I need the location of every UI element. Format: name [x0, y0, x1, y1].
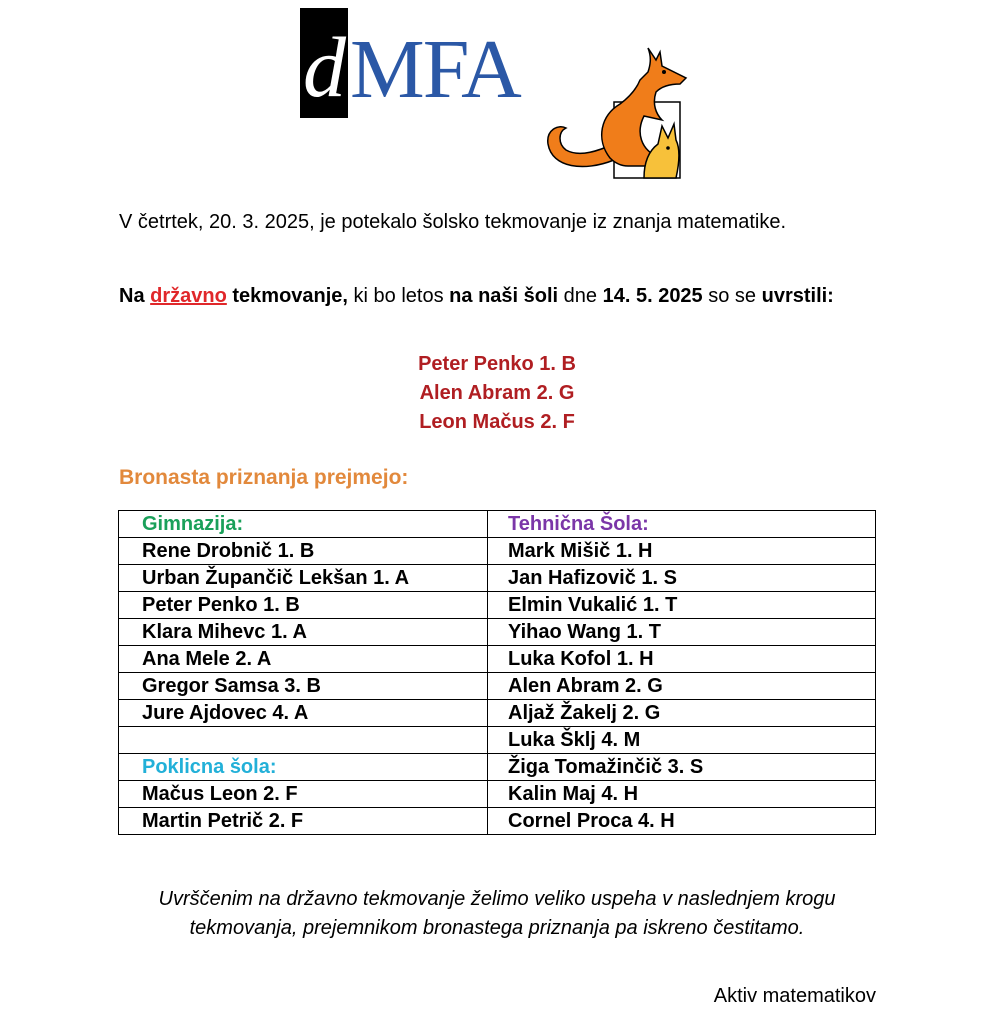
closing-message: Uvrščenim na državno tekmovanje želimo veliko uspeha v naslednjem krogu tekmovanja, prejemnikom bronastega priznanja pa iskreno čestitamo.: [158, 888, 836, 939]
intro-paragraph: V četrtek, 20. 3. 2025, je potekalo šolsko tekmovanje iz znanja matematike.: [119, 211, 787, 233]
table-cell: Mačus Leon 2. F: [119, 781, 488, 808]
state-notice-paragraph: [119, 282, 876, 310]
table-row: [119, 727, 876, 754]
notice-tekmovanje: tekmovanje,: [226, 285, 348, 307]
table-row: [119, 808, 876, 835]
table-cell: Mark Mišič 1. H: [488, 538, 876, 565]
table-cell: Jure Ajdovec 4. A: [119, 700, 488, 727]
notice-date: 14. 5. 2025: [602, 285, 703, 307]
table-cell: [119, 727, 488, 754]
table-cell: Aljaž Žakelj 2. G: [488, 700, 876, 727]
table-cell: Yihao Wang 1. T: [488, 619, 876, 646]
qualified-student: Peter Penko 1. B: [418, 353, 576, 375]
table-cell: Luka Šklj 4. M: [488, 727, 876, 754]
poklicna-header: Poklicna šola:: [119, 754, 488, 781]
table-cell: Elmin Vukalić 1. T: [488, 592, 876, 619]
qualified-student: Alen Abram 2. G: [419, 382, 575, 404]
table-row: [119, 700, 876, 727]
table-cell: Gregor Samsa 3. B: [119, 673, 488, 700]
table-row: [119, 619, 876, 646]
notice-uvrstili: uvrstili:: [761, 285, 834, 307]
table-row: [119, 781, 876, 808]
table-cell: Kalin Maj 4. H: [488, 781, 876, 808]
table-cell: Alen Abram 2. G: [488, 673, 876, 700]
table-row: [119, 538, 876, 565]
signature: Aktiv matematikov: [713, 985, 876, 1007]
notice-so-se: so se: [702, 285, 762, 307]
table-cell: Ana Mele 2. A: [119, 646, 488, 673]
table-cell: Rene Drobnič 1. B: [119, 538, 488, 565]
bronze-heading: Bronasta priznanja prejmejo:: [119, 466, 409, 489]
table-row: [119, 754, 876, 781]
kangaroo-logo-icon: [544, 40, 690, 184]
table-cell: Peter Penko 1. B: [119, 592, 488, 619]
notice-drzavno: državno: [150, 285, 227, 307]
qualified-student: Leon Mačus 2. F: [419, 411, 575, 433]
notice-na: Na: [119, 285, 145, 307]
dmfa-logo-icon: [298, 6, 520, 120]
dmfa-logo-mfa: MFA: [350, 23, 520, 116]
notice-ki-bo-letos: ki bo letos: [348, 285, 450, 307]
table-cell: Luka Kofol 1. H: [488, 646, 876, 673]
table-cell: Klara Mihevc 1. A: [119, 619, 488, 646]
tehnicna-header: Tehnična Šola:: [488, 511, 876, 538]
table-row: [119, 592, 876, 619]
gimnazija-header: Gimnazija:: [119, 511, 488, 538]
notice-dne: dne: [558, 285, 603, 307]
bronze-awards-table: [118, 510, 876, 835]
notice-na-nasi-soli: na naši šoli: [449, 285, 559, 307]
table-cell: Urban Župančič Lekšan 1. A: [119, 565, 488, 592]
table-cell: Jan Hafizovič 1. S: [488, 565, 876, 592]
qualified-list: [300, 350, 694, 437]
table-cell: Žiga Tomažinčič 3. S: [488, 754, 876, 781]
table-cell: Cornel Proca 4. H: [488, 808, 876, 835]
table-row: [119, 646, 876, 673]
table-row: [119, 511, 876, 538]
table-row: [119, 673, 876, 700]
dmfa-logo-d: d: [303, 19, 346, 115]
table-cell: Martin Petrič 2. F: [119, 808, 488, 835]
table-row: [119, 565, 876, 592]
